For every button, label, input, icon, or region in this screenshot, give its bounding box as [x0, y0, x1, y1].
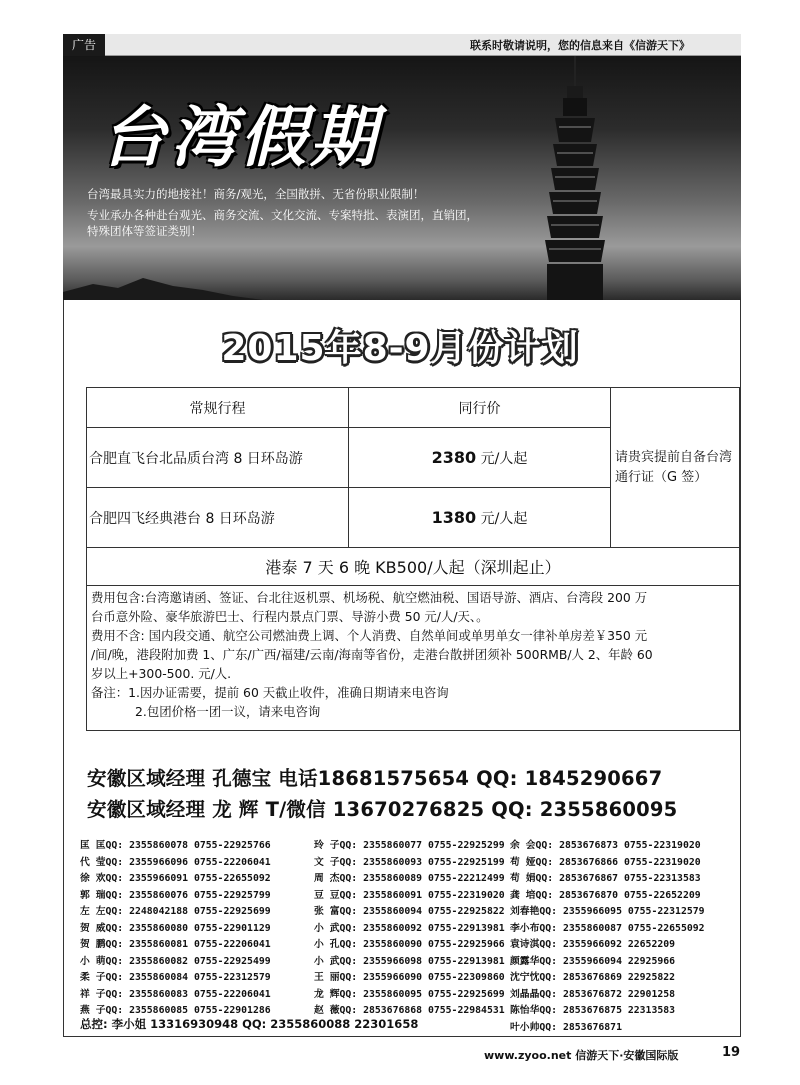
- list-item: 小 孔QQ: 2355860090 0755-22925966: [314, 939, 505, 950]
- list-item: 周 杰QQ: 2355860089 0755-22212499: [314, 873, 505, 884]
- list-item: 郭 瑞QQ: 2355860076 0755-22925799: [80, 889, 271, 901]
- list-item: 柔 子QQ: 2355860084 0755-22312579: [80, 972, 271, 983]
- source-note: 联系时敬请说明，您的信息来自《信游天下》: [470, 39, 690, 52]
- list-item: 徐 欢QQ: 2355966091 0755-22655092: [80, 873, 271, 884]
- mountain-silhouette: [63, 270, 263, 300]
- itinerary-table: [86, 387, 740, 586]
- list-item: 匡 匡QQ: 2355860078 0755-22925766: [80, 840, 271, 851]
- contact-column-3: [510, 838, 705, 1036]
- banner-slogan-2: 专业承办各种赴台观光、商务交流、文化交流、专案特批、表演团，直销团，: [87, 208, 478, 222]
- list-item: 袁诗淇QQ: 2355966092 22652209: [510, 939, 676, 950]
- list-item: 小 武QQ: 2355860092 0755-22913981: [314, 922, 505, 934]
- list-item: 燕 子QQ: 2355860085 0755-22901286: [80, 1005, 271, 1016]
- list-item: 小 萌QQ: 2355860082 0755-22925499: [80, 955, 271, 967]
- general-control-contact: 总控: 李小姐 13316930948 QQ: 2355860088 22301658: [80, 1017, 419, 1031]
- list-item: 沈宁忱QQ: 2853676869 22925822: [510, 972, 676, 983]
- list-item: 叶小帅QQ: 2853676871: [510, 1021, 622, 1033]
- list-item: 豆 豆QQ: 2355860091 0755-22319020: [314, 889, 505, 901]
- banner-slogan-1: 台湾最具实力的地接社！商务/观光，全国散拼、无省份职业限制！: [87, 187, 425, 201]
- list-item: 王 丽QQ: 2355966090 0755-22309860: [314, 972, 505, 983]
- route-cell: 合肥四飞经典港台 8 日环岛游: [87, 488, 349, 548]
- list-item: 颜露华QQ: 2355966094 22925966: [510, 955, 676, 967]
- contact-column-1: [80, 838, 271, 1020]
- list-item: 龚 培QQ: 2853676870 0755-22652209: [510, 889, 701, 901]
- page-number: 19: [722, 1045, 741, 1060]
- header-price: 同行价: [349, 388, 611, 428]
- fee-excluded-3: 岁以上+300-500. 元/人.: [91, 666, 232, 681]
- fee-excluded-1: 费用不含: 国内段交通、航空公司燃油费上调、个人消费、自然单间或单男单女一律补单房差￥350 元: [91, 628, 648, 643]
- list-item: 李小布QQ: 2355860087 0755-22655092: [510, 922, 705, 934]
- ad-tag: 广告: [63, 34, 105, 56]
- list-item: 贺 鹏QQ: 2355860081 0755-22206041: [80, 939, 271, 950]
- list-item: 小 武QQ: 2355966098 0755-22913981: [314, 955, 505, 967]
- list-item: 玲 子QQ: 2355860077 0755-22925299: [314, 840, 505, 851]
- price-unit: 元/人起: [480, 450, 528, 467]
- fee-excluded-2: /间/晚，港段附加费 1、广东/广西/福建/云南/海南等省份，走港台散拼团须补 500RMB/人 2、年龄 60: [91, 647, 653, 662]
- price-value: 2380: [431, 447, 477, 467]
- banner-title: 台湾假期: [100, 99, 380, 176]
- list-item: 刘春艳QQ: 2355966095 0755-22312579: [510, 906, 705, 917]
- list-item: 祥 子QQ: 2355860083 0755-22206041: [80, 988, 271, 1000]
- manager-contact-1: 安徽区域经理 孔德宝 电话18681575654 QQ: 1845290667: [87, 767, 663, 790]
- footer-site: www.zyoo.net 信游天下·安徽国际版: [484, 1049, 679, 1062]
- list-item: 刘晶晶QQ: 2853676872 22901258: [510, 988, 676, 1000]
- taipei-101-tower: [545, 56, 605, 300]
- route-cell: 合肥直飞台北品质台湾 8 日环岛游: [87, 428, 349, 488]
- list-item: 代 莹QQ: 2355966096 0755-22206041: [80, 856, 271, 868]
- list-item: 文 子QQ: 2355860093 0755-22925199: [314, 856, 505, 868]
- list-item: 苟 娅QQ: 2853676866 0755-22319020: [510, 856, 701, 868]
- remark-1: 备注：1.因办证需要，提前 60 天截止收件，准确日期请来电咨询: [91, 685, 449, 700]
- list-item: 龙 辉QQ: 2355860095 0755-22925699: [314, 988, 505, 1000]
- remark-2: 2.包团价格一团一议，请来电咨询: [135, 704, 321, 719]
- list-item: 余 会QQ: 2853676873 0755-22319020: [510, 840, 701, 851]
- fee-details: [86, 585, 740, 731]
- manager-contact-2: 安徽区域经理 龙 辉 T/微信 13670276825 QQ: 2355860095: [87, 798, 678, 821]
- fee-included-2: 台币意外险、豪华旅游巴士、行程内景点门票、导游小费 50 元/人/天、。: [91, 609, 489, 624]
- hk-thai-row: 港泰 7 天 6 晚 KB500/人起（深圳起止）: [87, 548, 740, 586]
- price-cell: [349, 488, 611, 548]
- list-item: 赵 薇QQ: 2853676868 0755-22984531: [314, 1005, 505, 1016]
- list-item: 张 富QQ: 2355860094 0755-22925822: [314, 906, 505, 917]
- visa-note: 请贵宾提前自备台湾通行证（G 签）: [611, 388, 740, 548]
- price-unit: 元/人起: [480, 510, 528, 527]
- banner-slogan-3: 特殊团体等签证类别！: [87, 224, 202, 238]
- list-item: 苟 娟QQ: 2853676867 0755-22313583: [510, 873, 701, 884]
- header-route: 常规行程: [87, 388, 349, 428]
- list-item: 贺 威QQ: 2355860080 0755-22901129: [80, 922, 271, 934]
- list-item: 左 左QQ: 2248042188 0755-22925699: [80, 906, 271, 917]
- fee-included-1: 费用包含:台湾邀请函、签证、台北往返机票、机场税、航空燃油税、国语导游、酒店、台湾段 200 万: [91, 590, 648, 605]
- contact-column-2: [314, 838, 505, 1020]
- brand-logo: [695, 37, 737, 52]
- price-value: 1380: [431, 507, 477, 527]
- plan-title: 2015年8-9月份计划: [221, 328, 579, 369]
- list-item: 陈怡华QQ: 2853676875 22313583: [510, 1005, 676, 1016]
- price-cell: [349, 428, 611, 488]
